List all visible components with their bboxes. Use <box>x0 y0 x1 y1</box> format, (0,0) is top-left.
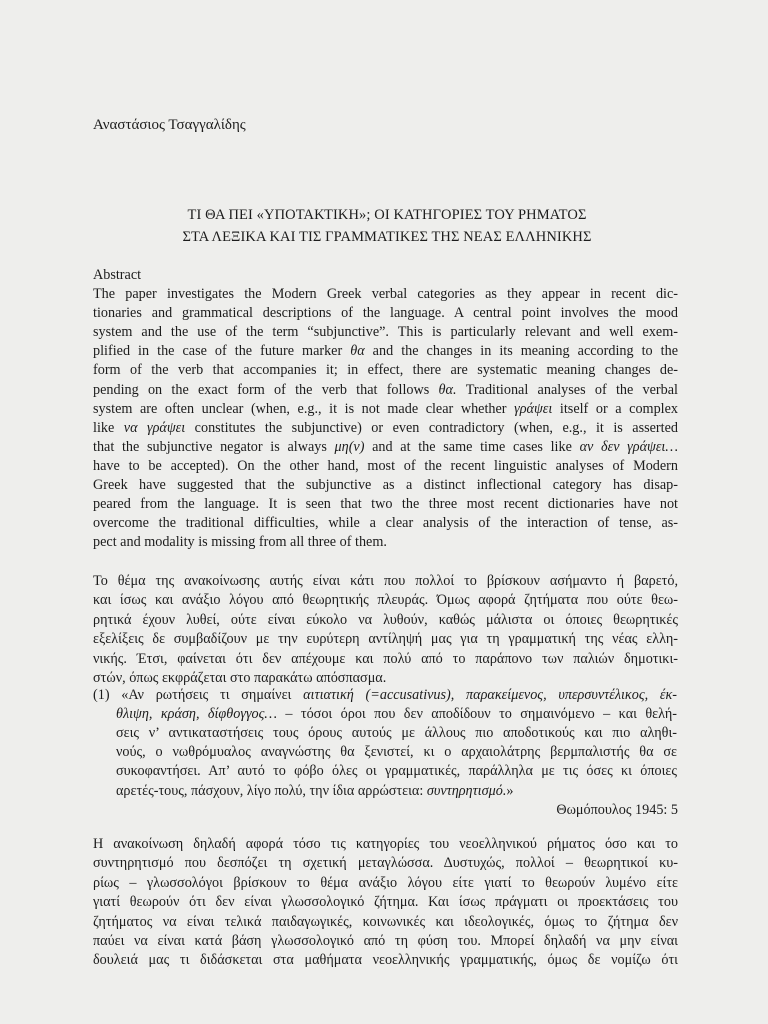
text-line: εξελίξεις δε συμβαδίζουν με την ευρύτερη αντίληψή μας για τη γραμματική της νέας ελλη- <box>93 631 678 648</box>
text-line <box>93 686 677 705</box>
text-line: δουλειά μας τι διδάσκεται στα μαθήματα νεοελληνικής γραμματικής, όμως δε νομίζω ότι <box>93 952 678 969</box>
text-segment: system are often unclear (when, e.g., it is not made clear whether <box>93 400 515 417</box>
italic-term: μη(ν) <box>334 438 365 455</box>
text-segment: itself or a complex <box>552 400 679 417</box>
text-segment: Traditional analyses of the verbal <box>456 381 678 398</box>
text-line: ρίως – γλωσσολόγοι βρίσκουν το θέμα ανάξιο λόγου είτε γιατί το θεωρούν λυμένο είτε <box>93 874 678 891</box>
text-line <box>93 400 678 419</box>
italic-term: αν δεν γράψει… <box>579 438 678 455</box>
text-line: The paper investigates the Modern Greek verbal categories as they appear in recent dic- <box>93 286 678 302</box>
text-line <box>116 705 677 724</box>
text-line: παύει να είναι κατά βάση γλωσσολογικό από τη φύση του. Μπορεί δηλαδή να μην είναι <box>93 933 678 949</box>
title-line-1: ΤΙ ΘΑ ΠΕΙ «ΥΠΟΤΑΚΤΙΚΗ»; ΟΙ ΚΑΤΗΓΟΡΙΕΣ ΤΟΥ ΡΗΜΑΤΟΣ <box>187 207 587 223</box>
text-line <box>93 419 678 438</box>
text-line: νικής. Έτσι, φαίνεται ότι δεν απέχουμε και πολύ από το παράπονο των παλιών δημοτικι- <box>93 650 678 667</box>
author-name: Αναστάσιος Τσαγγαλίδης <box>93 117 246 133</box>
text-segment: like <box>93 419 124 436</box>
text-line: και ίσως και ανάξιο λόγου από θεωρητικής πλευράς. Όμως αφορά ζητήματα που ούτε θεω- <box>93 592 678 609</box>
text-line: overcome the traditional difficulties, while a clear analysis of the interaction of tense, as- <box>93 515 678 532</box>
abstract-heading: Abstract <box>93 267 142 283</box>
text-segment: and at the same time cases like <box>364 438 580 455</box>
text-segment: that the subjunctive negator is always <box>93 438 335 455</box>
text-line: ρητικά έχουν λυθεί, ούτε είναι εύκολο να λυθούν, καθώς μάλιστα οι όποιες θεωρητικές <box>93 611 678 628</box>
text-line: form of the verb that accompanies it; in effect, there are systematic meaning changes de- <box>93 362 678 379</box>
text-line: συντηρητισμό που δεσπόζει τη σχετική μεταγλώσσα. Δυστυχώς, πολλοί – θεωρητικοί κυ- <box>93 855 678 872</box>
italic-term: θα <box>350 343 365 360</box>
text-line: peared from the language. It is seen that two the three most recent dictionaries have not <box>93 496 678 513</box>
text-segment: αρετές-τους, πάσχουν, λίγο πολύ, την ίδια αρρώστεια: <box>116 782 427 799</box>
italic-term: θλιψη, κράση, δίφθογγος… <box>116 706 277 723</box>
italic-term: συντηρητισμό. <box>426 782 507 799</box>
text-line <box>116 782 677 801</box>
text-segment: » <box>506 782 514 799</box>
text-segment: νούς, ο νωθρόμυαλος αναγνώστης θα ξενιστεί, κι ο αρχαιολάτρης βερμπαλιστής θα σε <box>116 744 677 761</box>
text-segment: σεις ν’ αντικαταστήσεις τους όρους αυτούς με άλλους πιο αποδοτικούς και πιο αληθι- <box>116 725 677 742</box>
text-line: have to be accepted). On the other hand, most of the recent linguistic analyses of Modern <box>93 457 678 474</box>
text-line <box>93 381 678 400</box>
text-line <box>116 743 677 762</box>
italic-term: να γράψει <box>123 419 186 436</box>
text-segment: plified in the case of the future marker <box>93 343 351 360</box>
text-line: Greek have suggested that the subjunctive as a distinct inflectional category has disap- <box>93 477 678 493</box>
text-line: tionaries and grammatical descriptions of the language. A central point involves the mood <box>93 305 678 322</box>
text-segment: constitutes the subjunctive) or even contradictory (when, e.g., it is asserted <box>185 419 678 436</box>
text-line: ζητήματος να είναι τελικά παιδαγωγικές, κοινωνικές και ιδεολογικές, όμως το ζήτημα δεν <box>93 913 678 930</box>
text-line: pect and modality is missing from all three of them. <box>93 534 387 551</box>
text-line: system and the use of the term “subjunctive”. This is particularly relevant and well exem- <box>93 324 678 341</box>
text-line: γιατί θεωρούν ότι δεν είναι γλωσσολογικό ζήτημα. Και ίσως πράγματι οι προεκτάσεις του <box>93 894 678 911</box>
quote-source: Θωμόπουλος 1945: 5 <box>556 802 678 818</box>
text-segment: and the changes in its meaning according to the <box>364 343 679 360</box>
text-line <box>93 438 678 457</box>
text-line <box>116 762 677 781</box>
text-line: στών, όπως εκφράζεται στο παρακάτω απόσπασμα. <box>93 670 387 686</box>
italic-term: αιτιατική (=accusativus), παρακείμενος, υπερσυντέλικος, έκ- <box>303 687 677 703</box>
text-line: Η ανακοίνωση δηλαδή αφορά τόσο τις κατηγορίες του νεοελληνικού ρήματος όσο και το <box>93 836 678 852</box>
text-segment: συκοφαντήσει. Απ’ αυτό το φόβο όλες οι γραμματικές, παράλληλα με τις όσες κι όποιες <box>116 763 677 780</box>
text-line <box>93 342 678 361</box>
text-segment: (1) «Αν ρωτήσεις τι σημαίνει <box>93 687 304 703</box>
italic-term: γράψει <box>514 400 553 417</box>
text-line <box>116 724 677 743</box>
text-line: Το θέμα της ανακοίνωσης αυτής είναι κάτι που πολλοί το βρίσκουν ασήμαντο ή βαρετό, <box>93 573 678 589</box>
text-segment: – τόσοι όροι που δεν αποδίδουν το σημαινόμενο – και θελή- <box>277 706 677 723</box>
italic-term: θα. <box>438 381 457 398</box>
title-line-2: ΣΤΑ ΛΕΞΙΚΑ ΚΑΙ ΤΙΣ ΓΡΑΜΜΑΤΙΚΕΣ ΤΗΣ ΝΕΑΣ ΕΛΛΗΝΙΚΗΣ <box>182 229 592 245</box>
text-segment: pending on the exact form of the verb that follows <box>93 381 439 398</box>
